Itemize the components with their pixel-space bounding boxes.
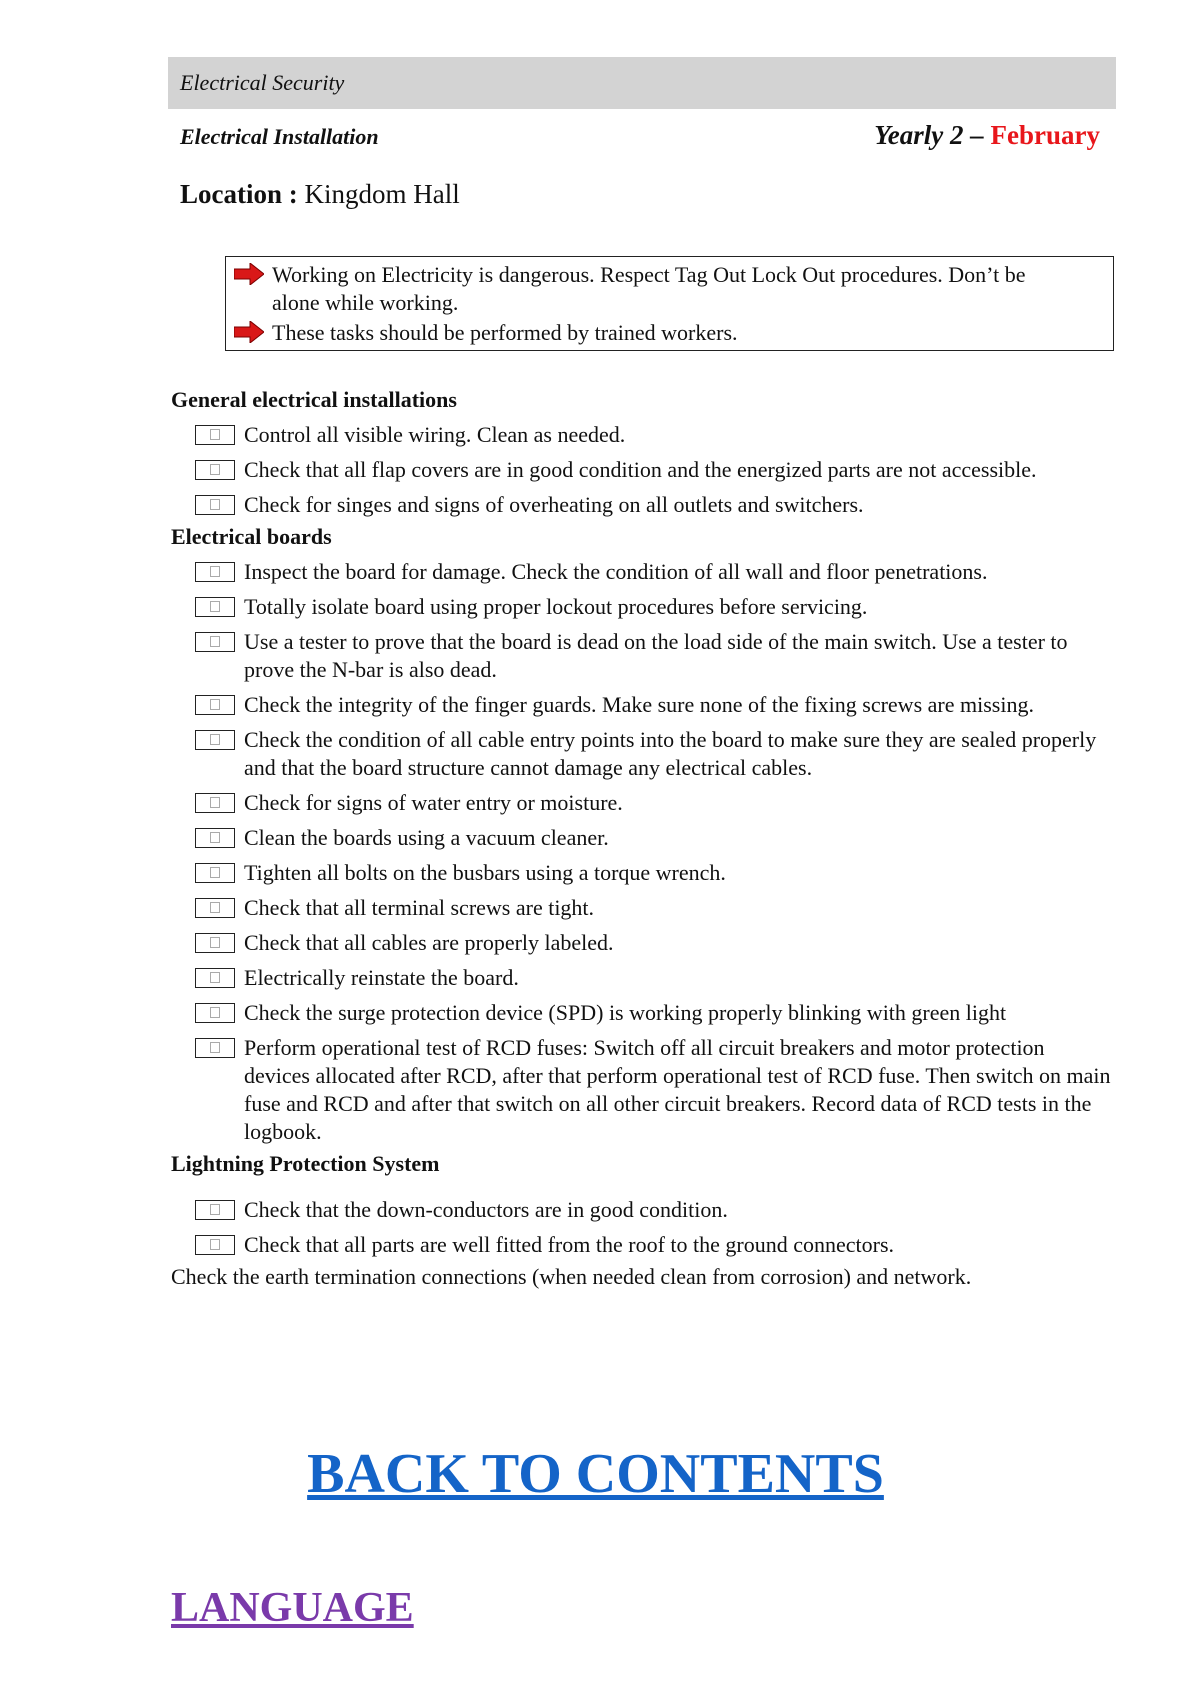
language-link[interactable]: LANGUAGE xyxy=(171,1585,414,1631)
item-text: Inspect the board for damage. Check the condition of all wall and floor penetrations. xyxy=(244,559,988,584)
checklist-item xyxy=(171,999,1111,1027)
checkbox[interactable] xyxy=(195,425,235,445)
checklist-item xyxy=(171,491,1111,519)
checkbox[interactable] xyxy=(195,1200,235,1220)
checklist-item xyxy=(171,558,1111,586)
red-arrow-icon xyxy=(234,263,264,285)
warning-text: Working on Electricity is dangerous. Respect Tag Out Lock Out procedures. Don’t be alone while working. xyxy=(272,262,1026,315)
checklist-item xyxy=(171,1231,1111,1259)
item-text: Check the condition of all cable entry points into the board to make sure they are sealed properly and that the board structure cannot damage any electrical cables. xyxy=(244,727,1097,780)
item-text: Clean the boards using a vacuum cleaner. xyxy=(244,825,609,850)
checklist-item xyxy=(171,929,1111,957)
item-text: Check that all terminal screws are tight. xyxy=(244,895,595,920)
item-text: Check the integrity of the finger guards. Make sure none of the fixing screws are missing. xyxy=(244,692,1034,717)
location-value: Kingdom Hall xyxy=(297,179,460,209)
item-text: Totally isolate board using proper lockout procedures before servicing. xyxy=(244,594,868,619)
checkbox[interactable] xyxy=(195,1235,235,1255)
checkbox[interactable] xyxy=(195,1038,235,1058)
section-title: Electrical boards xyxy=(171,524,332,549)
section-title: Lightning Protection System xyxy=(171,1151,440,1176)
checklist-item xyxy=(171,421,1111,449)
item-text: Electrically reinstate the board. xyxy=(244,965,519,990)
item-text: Check that all cables are properly labeled. xyxy=(244,930,614,955)
item-text: Perform operational test of RCD fuses: Switch off all circuit breakers and motor protection devices allocated after RCD, after that perform operational test of RCD fuse. Then switch on main fuse and RCD and after that switch on all other circuit breakers. Record data of RCD tests in the logbook. xyxy=(244,1035,1111,1144)
warning-item xyxy=(272,319,1072,347)
item-text: Check the surge protection device (SPD) is working properly blinking with green light xyxy=(244,1000,1007,1025)
period-prefix: Yearly 2 – xyxy=(874,120,991,150)
checkbox[interactable] xyxy=(195,828,235,848)
checklist-item xyxy=(171,894,1111,922)
checkbox[interactable] xyxy=(195,632,235,652)
checkbox[interactable] xyxy=(195,863,235,883)
checkbox[interactable] xyxy=(195,1003,235,1023)
item-text: Check for signs of water entry or moisture. xyxy=(244,790,623,815)
warning-item xyxy=(272,261,1072,317)
checklist-item xyxy=(171,726,1111,782)
back-to-contents-link[interactable]: BACK TO CONTENTS xyxy=(307,1443,884,1505)
item-text: Check for singes and signs of overheating on all outlets and switchers. xyxy=(244,492,864,517)
red-arrow-icon xyxy=(234,321,264,343)
checkbox[interactable] xyxy=(195,495,235,515)
section-title: General electrical installations xyxy=(171,387,457,412)
checklist-item xyxy=(171,628,1111,684)
location-label: Location : xyxy=(180,179,298,209)
checklist-item xyxy=(171,456,1111,484)
checkbox[interactable] xyxy=(195,730,235,750)
item-text: Check that the down-conductors are in good condition. xyxy=(244,1197,728,1222)
checkbox[interactable] xyxy=(195,933,235,953)
item-text: Check that all flap covers are in good condition and the energized parts are not accessible. xyxy=(244,457,1037,482)
warning-text: These tasks should be performed by trained workers. xyxy=(272,320,738,345)
period-month: February xyxy=(990,120,1100,150)
checklist-item xyxy=(171,824,1111,852)
item-text: Tighten all bolts on the busbars using a torque wrench. xyxy=(244,860,726,885)
checklist-item xyxy=(171,1196,1111,1224)
item-text: Use a tester to prove that the board is dead on the load side of the main switch. Use a tester to prove the N-bar is also dead. xyxy=(244,629,1068,682)
checklist-item xyxy=(171,1034,1111,1146)
checkbox[interactable] xyxy=(195,562,235,582)
checklist-item xyxy=(171,964,1111,992)
checkbox[interactable] xyxy=(195,898,235,918)
checklist-item xyxy=(171,593,1111,621)
checkbox[interactable] xyxy=(195,968,235,988)
checkbox[interactable] xyxy=(195,460,235,480)
checklist-item xyxy=(171,789,1111,817)
subheader: Electrical Installation xyxy=(180,124,379,149)
checklist-item xyxy=(171,859,1111,887)
checkbox[interactable] xyxy=(195,695,235,715)
checklist-item xyxy=(171,691,1111,719)
period-label xyxy=(874,120,1100,151)
checkbox[interactable] xyxy=(195,597,235,617)
location xyxy=(180,179,460,210)
checklist xyxy=(171,386,1111,1291)
checkbox[interactable] xyxy=(195,793,235,813)
section-note: Check the earth termination connections (when needed clean from corrosion) and network. xyxy=(171,1264,972,1289)
warning-box xyxy=(225,256,1114,351)
item-text: Control all visible wiring. Clean as needed. xyxy=(244,422,626,447)
header-band xyxy=(168,57,1116,109)
header-band-title: Electrical Security xyxy=(180,70,345,95)
item-text: Check that all parts are well fitted from the roof to the ground connectors. xyxy=(244,1232,895,1257)
